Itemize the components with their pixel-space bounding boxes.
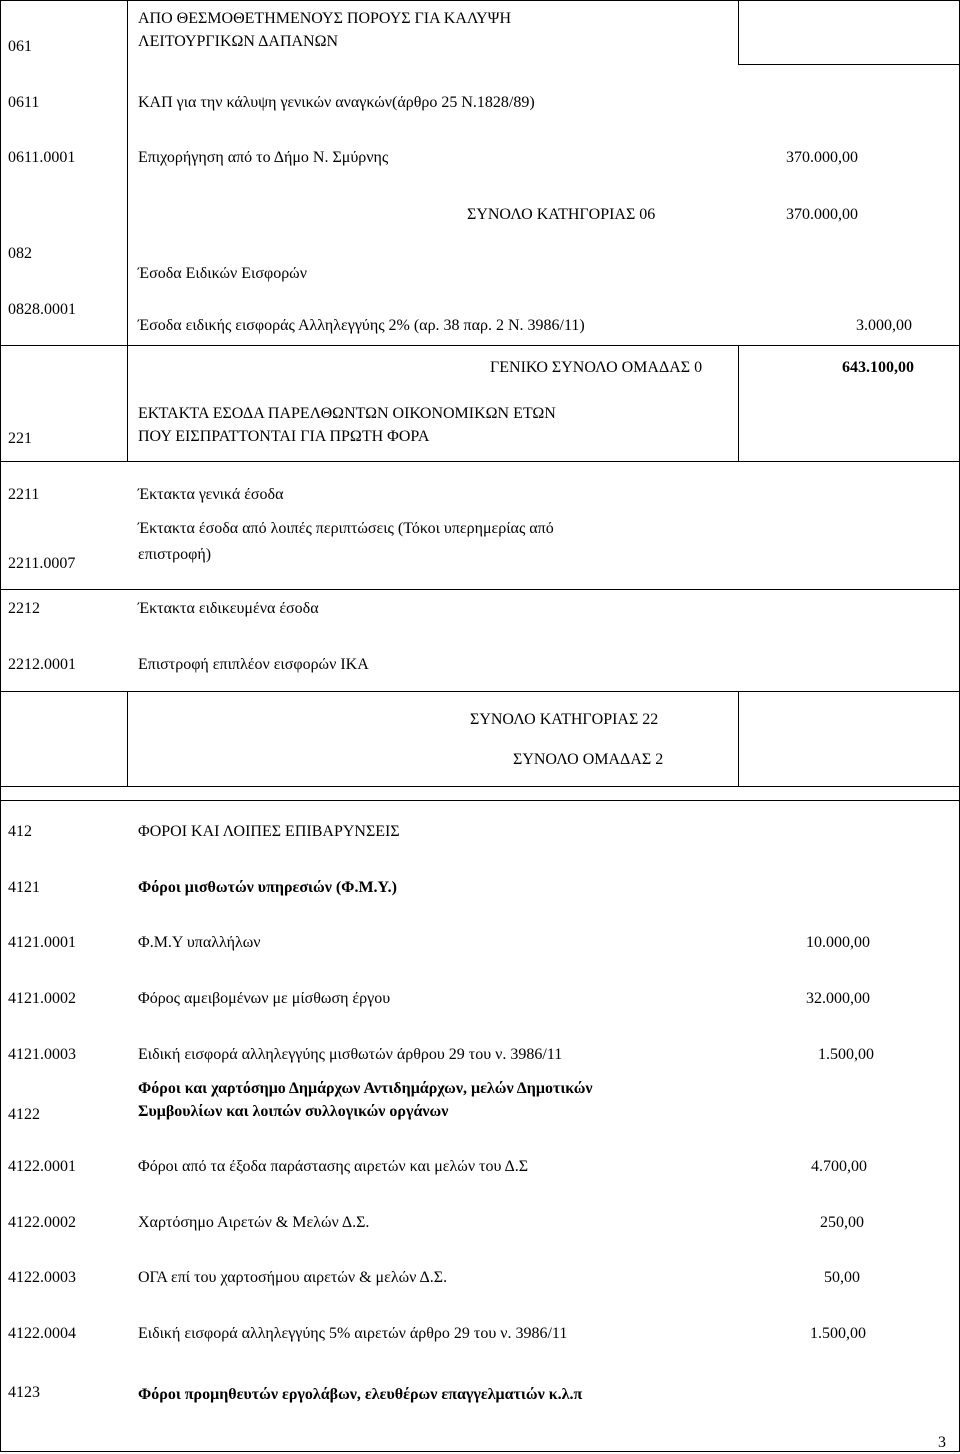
amount: 370.000,00 bbox=[786, 206, 858, 223]
account-code: 4122.0004 bbox=[8, 1325, 76, 1342]
account-description: επιστροφή) bbox=[138, 546, 212, 563]
account-description: ΟΓΑ επί του χαρτοσήμου αιρετών & μελών Δ.Σ. bbox=[138, 1269, 448, 1286]
account-code: 061 bbox=[8, 38, 32, 55]
account-code: 4122.0002 bbox=[8, 1214, 76, 1231]
account-code: 0828.0001 bbox=[8, 301, 76, 318]
account-code: 2212 bbox=[8, 600, 40, 617]
account-code: 082 bbox=[8, 245, 32, 262]
account-code: 4121.0003 bbox=[8, 1046, 76, 1063]
account-code: 0611 bbox=[8, 94, 40, 111]
account-description: Φόροι από τα έξοδα παράστασης αιρετών και μελών του Δ.Σ bbox=[138, 1158, 529, 1175]
account-code: 4121 bbox=[8, 879, 40, 896]
account-code: 0611.0001 bbox=[8, 149, 76, 166]
account-description: Έσοδα ειδικής εισφοράς Αλληλεγγύης 2% (αρ. 38 παρ. 2 Ν. 3986/11) bbox=[138, 317, 585, 334]
amount: 1.500,00 bbox=[818, 1046, 874, 1063]
account-description: ΦΟΡΟΙ ΚΑΙ ΛΟΙΠΕΣ ΕΠΙΒΑΡΥΝΣΕΙΣ bbox=[138, 823, 400, 840]
amount: 1.500,00 bbox=[810, 1325, 866, 1342]
total-label: ΣΥΝΟΛΟ ΟΜΑΔΑΣ 2 bbox=[513, 751, 664, 768]
amount: 50,00 bbox=[824, 1269, 860, 1286]
account-description: Έκτακτα γενικά έσοδα bbox=[138, 486, 284, 503]
account-description: Ειδική εισφορά αλληλεγγύης μισθωτών άρθρου 29 του ν. 3986/11 bbox=[138, 1046, 563, 1063]
account-description: Φόροι μισθωτών υπηρεσιών (Φ.Μ.Υ.) bbox=[138, 879, 397, 896]
account-description: Συμβουλίων και λοιπών συλλογικών οργάνων bbox=[138, 1103, 449, 1120]
amount: 32.000,00 bbox=[806, 990, 870, 1007]
account-code: 2212.0001 bbox=[8, 656, 76, 673]
account-description: Φόρος αμειβομένων με μίσθωση έργου bbox=[138, 990, 391, 1007]
amount: 643.100,00 bbox=[842, 359, 914, 376]
account-code: 4122 bbox=[8, 1106, 40, 1123]
total-label: ΣΥΝΟΛΟ ΚΑΤΗΓΟΡΙΑΣ 06 bbox=[467, 206, 656, 223]
account-code: 4121.0001 bbox=[8, 934, 76, 951]
account-description: ΠΟΥ ΕΙΣΠΡΑΤΤΟΝΤΑΙ ΓΙΑ ΠΡΩΤΗ ΦΟΡΑ bbox=[138, 428, 430, 445]
amount: 4.700,00 bbox=[811, 1158, 867, 1175]
amount: 10.000,00 bbox=[806, 934, 870, 951]
page-number: 3 bbox=[938, 1434, 946, 1451]
account-description: Φόροι και χαρτόσημο Δημάρχων Αντιδημάρχων, μελών Δημοτικών bbox=[138, 1080, 593, 1097]
account-description: Έσοδα Ειδικών Εισφορών bbox=[138, 265, 307, 282]
account-code: 2211 bbox=[8, 486, 40, 503]
account-code: 2211.0007 bbox=[8, 555, 76, 572]
account-description: Επιστροφή επιπλέον εισφορών ΙΚΑ bbox=[138, 656, 369, 673]
account-code: 4121.0002 bbox=[8, 990, 76, 1007]
account-description: Χαρτόσημο Αιρετών & Μελών Δ.Σ. bbox=[138, 1214, 370, 1231]
total-label: ΣΥΝΟΛΟ ΚΑΤΗΓΟΡΙΑΣ 22 bbox=[470, 711, 659, 728]
account-description: Ειδική εισφορά αλληλεγγύης 5% αιρετών άρθρο 29 του ν. 3986/11 bbox=[138, 1325, 568, 1342]
account-description: Φ.Μ.Υ υπαλλήλων bbox=[138, 934, 261, 951]
account-description: Επιχορήγηση από το Δήμο Ν. Σμύρνης bbox=[138, 149, 389, 166]
account-code: 4122.0001 bbox=[8, 1158, 76, 1175]
amount: 250,00 bbox=[820, 1214, 864, 1231]
total-label: ΓΕΝΙΚΟ ΣΥΝΟΛΟ ΟΜΑΔΑΣ 0 bbox=[490, 359, 703, 376]
account-description: ΕΚΤΑΚΤΑ ΕΣΟΔΑ ΠΑΡΕΛΘΩΝΤΩΝ ΟΙΚΟΝΟΜΙΚΩΝ ΕΤΩΝ bbox=[138, 405, 556, 422]
account-description: ΛΕΙΤΟΥΡΓΙΚΩΝ ΔΑΠΑΝΩΝ bbox=[138, 33, 339, 50]
account-description: Φόροι προμηθευτών εργολάβων, ελευθέρων επαγγελματιών κ.λ.π bbox=[138, 1386, 583, 1403]
amount: 3.000,00 bbox=[856, 317, 912, 334]
account-description: ΑΠΟ ΘΕΣΜΟΘΕΤΗΜΕΝΟΥΣ ΠΟΡΟΥΣ ΓΙΑ ΚΑΛΥΨΗ bbox=[138, 10, 511, 27]
account-code: 412 bbox=[8, 823, 32, 840]
amount: 370.000,00 bbox=[786, 149, 858, 166]
account-description: Έκτακτα ειδικευμένα έσοδα bbox=[138, 600, 319, 617]
account-code: 4123 bbox=[8, 1384, 40, 1401]
account-code: 4122.0003 bbox=[8, 1269, 76, 1286]
account-description: Έκτακτα έσοδα από λοιπές περιπτώσεις (Τόκοι υπερημερίας από bbox=[138, 520, 554, 537]
account-description: ΚΑΠ για την κάλυψη γενικών αναγκών(άρθρο 25 Ν.1828/89) bbox=[138, 94, 535, 111]
account-code: 221 bbox=[8, 430, 32, 447]
